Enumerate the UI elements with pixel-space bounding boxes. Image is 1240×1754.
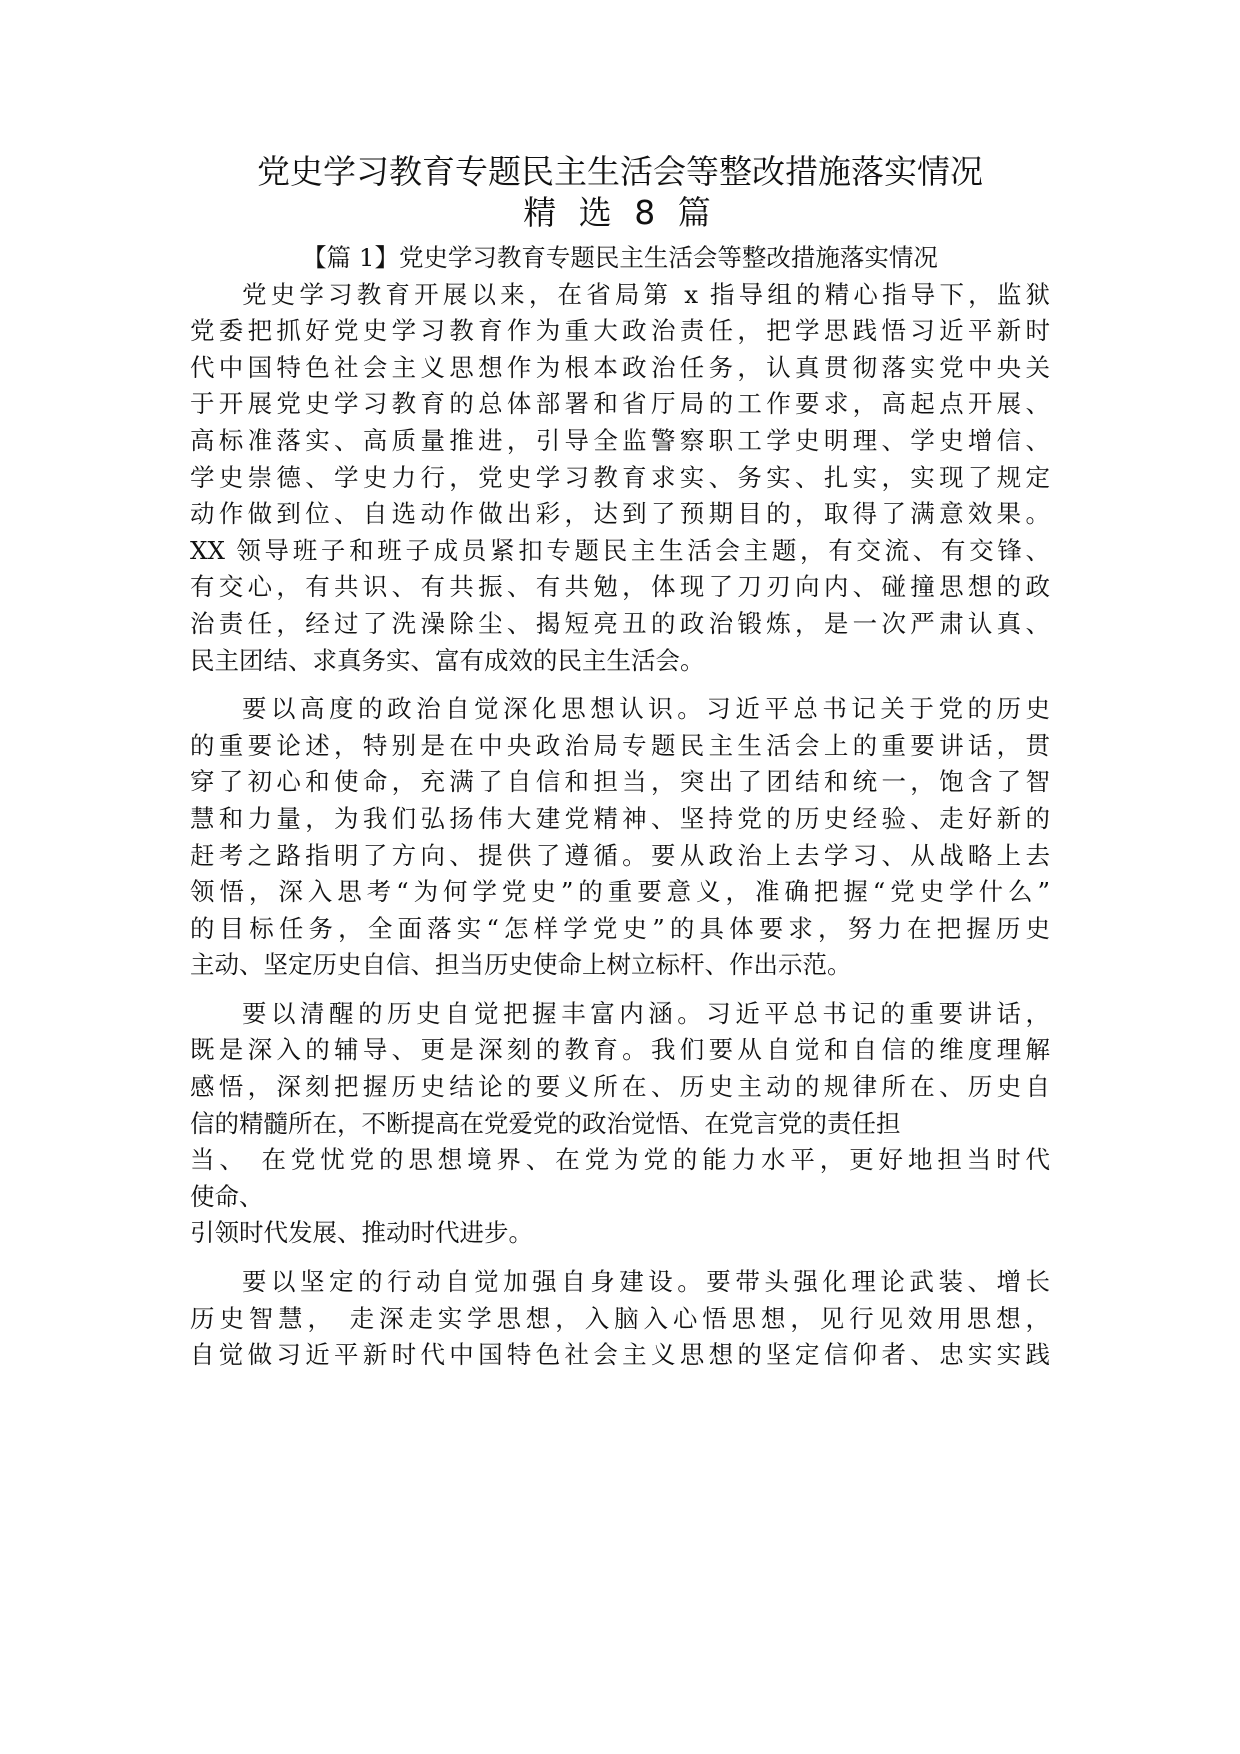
paragraph-line: 高标准落实、高质量推进，引导全监警察职工学史明理、学史增信、 [190, 425, 1050, 455]
document-body [190, 240, 1050, 1374]
paragraph-line: 引领时代发展、推动时代进步。 [190, 1218, 533, 1248]
paragraph-line: 要以坚定的行动自觉加强自身建设。要带头强化理论武装、增长 [242, 1267, 1050, 1297]
paragraph-line: 代中国特色社会主义思想作为根本政治任务，认真贯彻落实党中央关 [190, 352, 1050, 382]
paragraph-line: 当、 在党忧党的思想境界、在党为党的能力水平，更好地担当时代 [190, 1145, 1050, 1175]
paragraph-line: 领悟，深入思考“为何学党史”的重要意义，准确把握“党史学什么” [190, 877, 1050, 907]
paragraph-line: 要以清醒的历史自觉把握丰富内涵。习近平总书记的重要讲话， [242, 998, 1050, 1028]
paragraph-line: 穿了初心和使命，充满了自信和担当，突出了团结和统一，饱含了智 [190, 767, 1050, 797]
paragraph-line: 的目标任务，全面落实“怎样学党史”的具体要求，努力在把握历史 [190, 913, 1050, 943]
paragraph-line: 历史智慧， 走深走实学思想，入脑入心悟思想，见行见效用思想， [190, 1303, 1050, 1333]
paragraph-2 [190, 691, 1050, 984]
paragraph-line: 感悟，深刻把握历史结论的要义所在、历史主动的规律所在、历史自 [190, 1072, 1050, 1102]
paragraph-3 [190, 996, 1050, 1252]
paragraph-line: 既是深入的辅导、更是深刻的教育。我们要从自觉和自信的维度理解 [190, 1035, 1050, 1065]
section-heading: 【篇 1】党史学习教育专题民主生活会等整改措施落实情况 [302, 243, 938, 272]
document-title: 党史学习教育专题民主生活会等整改措施落实情况 [257, 152, 983, 191]
document-subtitle: 精 选 8 篇 [523, 193, 717, 232]
paragraph-4 [190, 1264, 1050, 1374]
paragraph-line: 赶考之路指明了方向、提供了遵循。要从政治上去学习、从战略上去 [190, 840, 1050, 870]
paragraph-line: 动作做到位、自选动作做出彩，达到了预期目的，取得了满意效果。 [190, 499, 1050, 529]
paragraph-line: 慧和力量，为我们弘扬伟大建党精神、坚持党的历史经验、走好新的 [190, 803, 1050, 833]
paragraph-line: 党委把抓好党史学习教育作为重大政治责任，把学思践悟习近平新时 [190, 316, 1050, 346]
paragraph-line: 的重要论述，特别是在中央政治局专题民主生活会上的重要讲话，贯 [190, 730, 1050, 760]
paragraph-line: 有交心，有共识、有共振、有共勉，体现了刀刃向内、碰撞思想的政 [190, 572, 1050, 602]
paragraph-line: 党史学习教育开展以来，在省局第 x 指导组的精心指导下，监狱 [242, 279, 1050, 309]
paragraph-line: 主动、坚定历史自信、担当历史使命上树立标杆、作出示范。 [190, 950, 852, 980]
paragraph-line: 民主团结、求真务实、富有成效的民主生活会。 [190, 645, 705, 675]
paragraph-line: XX 领导班子和班子成员紧扣专题民主生活会主题，有交流、有交锋、 [190, 535, 1050, 565]
paragraph-line: 自觉做习近平新时代中国特色社会主义思想的坚定信仰者、忠实实践 [190, 1340, 1050, 1370]
paragraph-line: 学史崇德、学史力行，党史学习教育求实、务实、扎实，实现了规定 [190, 462, 1050, 492]
paragraph-line: 信的精髓所在，不断提高在党爱党的政治觉悟、在党言党的责任担 [190, 1108, 901, 1138]
paragraph-1 [190, 277, 1050, 680]
paragraph-line: 于开展党史学习教育的总体部署和省厅局的工作要求，高起点开展、 [190, 389, 1050, 419]
paragraph-line: 使命、 [190, 1181, 264, 1211]
paragraph-line: 要以高度的政治自觉深化思想认识。习近平总书记关于党的历史 [242, 694, 1050, 724]
paragraph-line: 治责任，经过了洗澡除尘、揭短亮丑的政治锻炼，是一次严肃认真、 [190, 608, 1050, 638]
